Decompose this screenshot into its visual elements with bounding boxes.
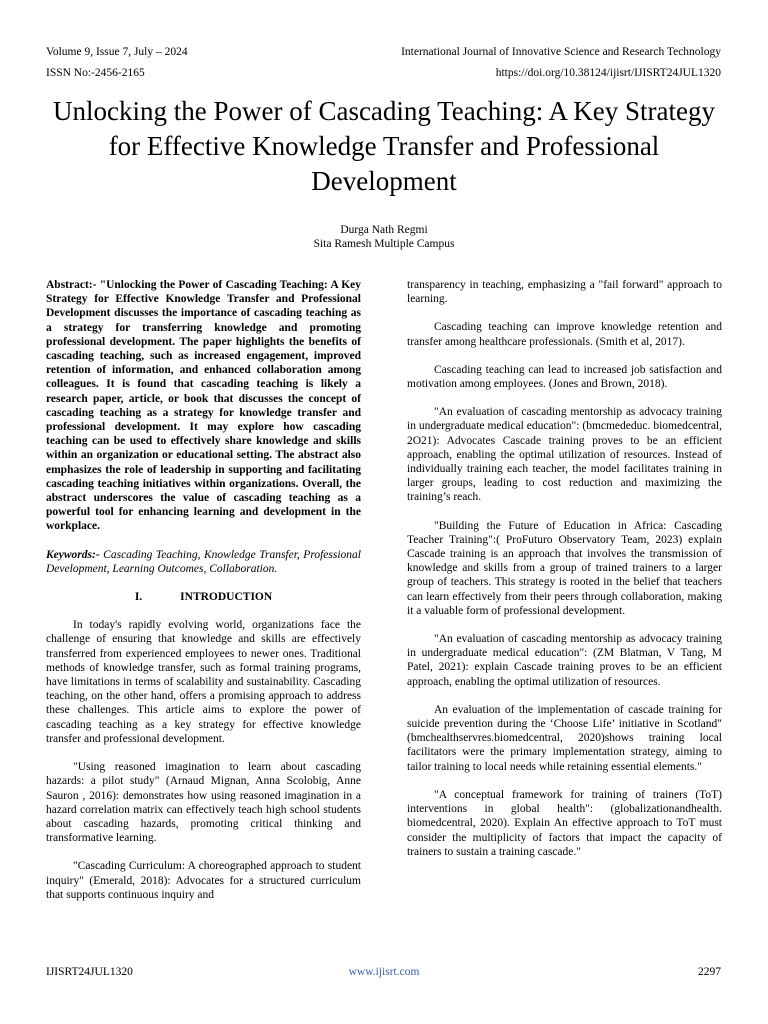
paragraph: "A conceptual framework for training of trainers (ToT) interventions in global health": (globalizationandhealth. biomedcentral, 2020). Explain An effective approach to ToT must consider the multiplicity of factors that impact the capacity of trainers to sustain a training cascade." (407, 788, 722, 858)
paper-title: Unlocking the Power of Cascading Teaching: A Key Strategy for Effective Knowledge Transfer and Professional Development (53, 96, 715, 196)
paragraph: Cascading teaching can lead to increased job satisfaction and motivation among employees. (Jones and Brown, 2018). (407, 363, 722, 391)
paragraph: "An evaluation of cascading mentorship as advocacy training in undergraduate medical education": (ZM Blatman, V Tang, M Patel, 2021): explain Cascade training proves to be an efficient approach, enabling the optimal utilization of resources. (407, 633, 722, 688)
left-column (46, 278, 361, 916)
footer-code: IJISRT24JUL1320 (46, 966, 133, 978)
paragraph: "An evaluation of cascading mentorship as advocacy training in undergraduate medical education": (bmcmededuc. biomedcentral, 2O21): Advocates Cascade training proves to be an efficient approach, enabling the optimal utilization of resources. Instead of individually training each teacher, the model facilitates training in larger groups, leading to cost reduction and maximizing the training’s reach. (407, 406, 722, 504)
keywords-label: Keywords:- (46, 548, 100, 561)
paragraph: In today's rapidly evolving world, organizations face the challenge of ensuring that knowledge and skills are effectively transferred from experienced employees to newer ones. Traditional methods of knowledge transfer, such as formal training programs, have limitations in terms of scalability and sustainability. Cascading teaching, on the other hand, offers a promising approach to address these challenges. This article aims to explore the power of cascading teaching as a key strategy for effective knowledge transfer and professional development. (46, 619, 361, 745)
volume-info: Volume 9, Issue 7, July – 2024 (46, 46, 188, 58)
right-column (407, 278, 722, 873)
doi-link[interactable]: https://doi.org/10.38124/ijisrt/IJISRT24JUL1320 (495, 67, 721, 79)
section-heading (46, 590, 361, 604)
abstract-text: "Unlocking the Power of Cascading Teaching: A Key Strategy for Effective Knowledge Transfer and Professional Development discusses the importance of cascading teaching as a strategy for transferring knowledge and promoting professional development. The paper highlights the benefits of cascading teaching, such as increased engagement, improved retention of information, and enhanced collaboration among colleagues. It is found that cascading teaching is likely a research paper, article, or book that discusses the concept of cascading teaching as a strategy for knowledge transfer and professional development. It may explore how cascading teaching can be used to effectively share knowledge and skills within an organization or educational setting. The abstract also emphasizes the role of leadership in supporting and facilitating cascading teaching initiatives within organizations. Overall, the abstract underscores the value of cascading teaching as a powerful tool for enhancing learning and development in the workplace. (46, 279, 362, 533)
author-name: Durga Nath Regmi (340, 224, 428, 236)
keywords-text: Cascading Teaching, Knowledge Transfer, Professional Development, Learning Outcomes, Collaboration. (46, 548, 362, 575)
paragraph: "Building the Future of Education in Africa: Cascading Teacher Training":( ProFuturo Observatory Team, 2023) explain Cascade training is an approach that involves the transmission of knowledge and skills from a group of trained trainers to a larger group of teachers. This strategy is rooted in the belief that teachers can learn effectively from their peers through collaboration, making it a valuable form of professional development. (407, 519, 722, 617)
page-number: 2297 (698, 966, 721, 978)
footer-website-link[interactable]: www.ijisrt.com (348, 966, 420, 978)
paragraph: An evaluation of the implementation of cascade training for suicide prevention during the ‘Choose Life’ initiative in Scotland" (bmchealthservres.biomedcentral, 2020)shows training local facilitators were the primary implementation strategy, aiming to tailor training to local needs while retaining essential elements." (407, 703, 722, 773)
paragraph: "Cascading Curriculum: A choreographed approach to student inquiry" (Emerald, 2018): Advocates for a structured curriculum that supports continuous inquiry and (46, 860, 361, 901)
paragraph: "Using reasoned imagination to learn about cascading hazards: a pilot study" (Arnaud Mignan, Anna Scolobig, Anne Sauron , 2016): demonstrates how using reasoned imagination in a hazard correlation matrix can effectively teach high school students about cascading hazards, promoting critical thinking and transformative learning. (46, 761, 361, 845)
journal-name: International Journal of Innovative Science and Research Technology (401, 46, 721, 58)
author-affiliation: Sita Ramesh Multiple Campus (313, 238, 455, 250)
paragraph: transparency in teaching, emphasizing a "fail forward" approach to learning. (407, 279, 722, 306)
abstract (46, 278, 361, 534)
section-number: I. (134, 591, 143, 604)
issn: ISSN No:-2456-2165 (46, 67, 145, 79)
section-title: INTRODUCTION (180, 591, 273, 604)
abstract-label: Abstract:- (46, 279, 97, 291)
keywords (46, 548, 361, 576)
paragraph: Cascading teaching can improve knowledge retention and transfer among healthcare professionals. (Smith et al, 2017). (407, 321, 722, 348)
